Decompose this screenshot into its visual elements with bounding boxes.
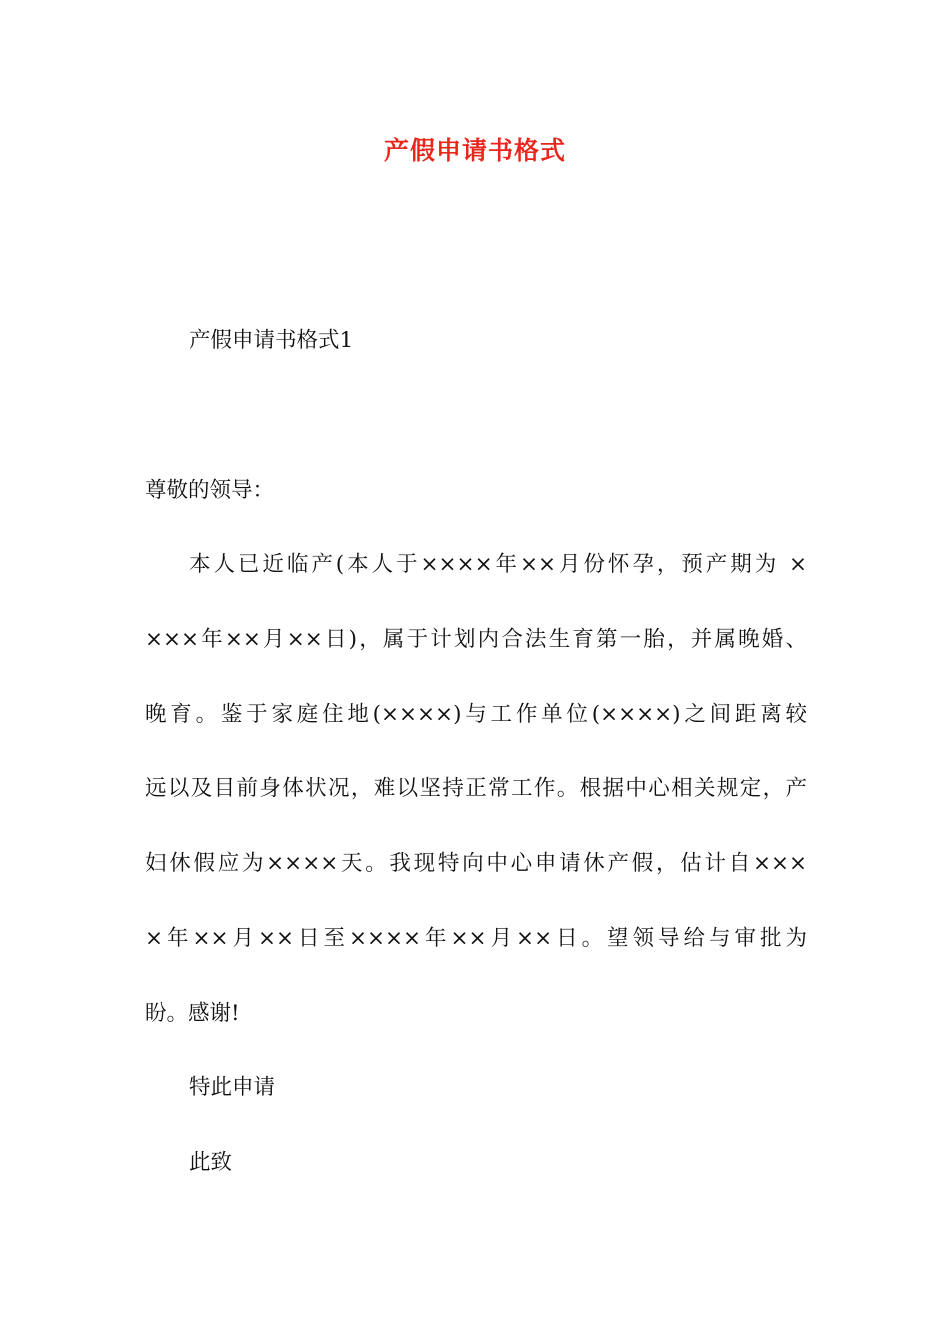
body-line-1: 本人已近临产(本人于××××年××月份怀孕，预产期为 × — [189, 552, 807, 577]
body-line-4: 远以及目前身体状况，难以坚持正常工作。根据中心相关规定，产 — [145, 776, 807, 801]
closing-request: 特此申请 — [189, 1075, 276, 1100]
body-line-3: 晚育。鉴于家庭住地(××××)与工作单位(××××)之间距离较 — [145, 702, 807, 727]
closing-regards: 此致 — [189, 1150, 233, 1175]
body-line-2: ×××年××月××日)，属于计划内合法生育第一胎，并属晚婚、 — [145, 627, 807, 652]
body-line-7: 盼。感谢! — [145, 1001, 240, 1026]
body-line-5: 妇休假应为××××天。我现特向中心申请休产假，估计自××× — [145, 851, 807, 876]
body-line-6: ×年××月××日至××××年××月××日。望领导给与审批为 — [145, 926, 807, 951]
section-heading: 产假申请书格式1 — [189, 328, 354, 353]
salutation: 尊敬的领导： — [145, 478, 275, 503]
document-title: 产假申请书格式 — [383, 136, 566, 165]
